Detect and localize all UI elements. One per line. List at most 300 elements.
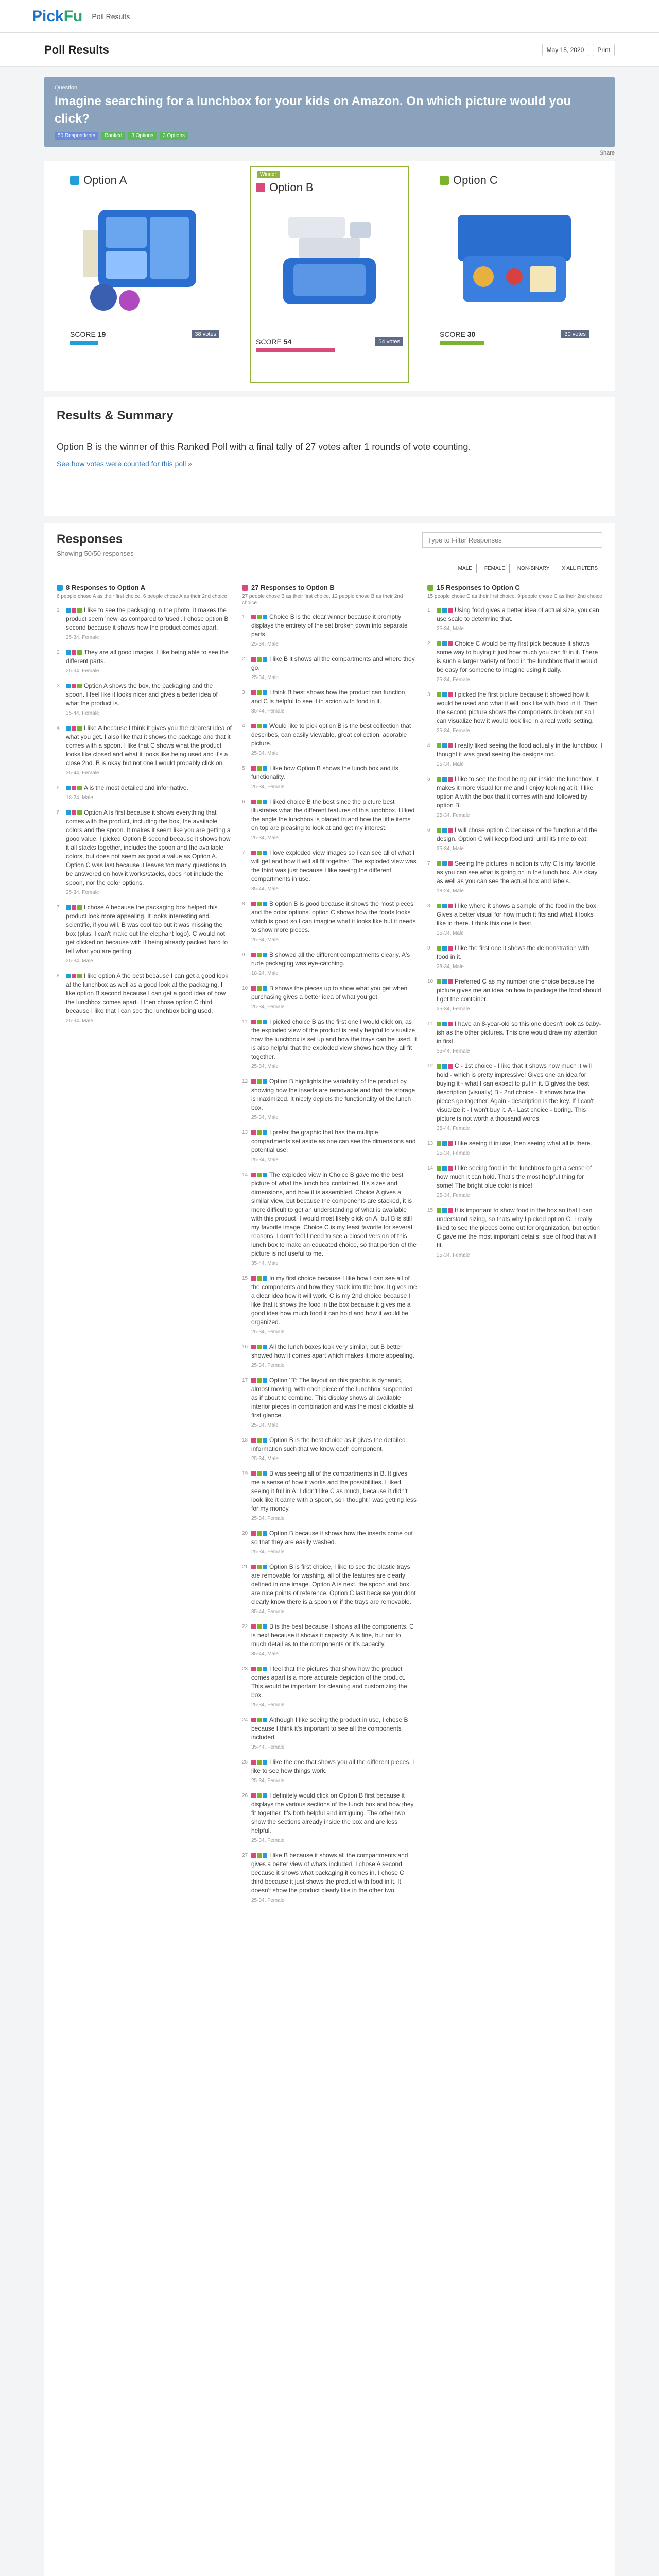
comment-meta: 25-34, Female <box>251 1363 285 1368</box>
rank-icon <box>251 953 256 957</box>
comment-text: A is the most detailed and informative. <box>84 784 188 791</box>
comment-number: 15 <box>427 1208 433 1213</box>
ranking-icons <box>251 953 267 957</box>
response-comment <box>242 1791 417 1845</box>
comment-number: 2 <box>427 641 430 647</box>
response-column <box>427 584 602 1905</box>
rank-icon <box>77 810 82 815</box>
response-comment <box>242 1171 417 1268</box>
rank-icon <box>251 1565 256 1569</box>
rank-icon <box>257 1471 262 1476</box>
rank-icon <box>263 986 267 991</box>
response-comment <box>242 1622 417 1658</box>
rank-icon <box>263 657 267 662</box>
all-filters-button[interactable]: X ALL FILTERS <box>558 564 602 573</box>
question-text: Imagine searching for a lunchbox for your kids on Amazon. On which picture would you click? <box>55 94 571 126</box>
comment-meta: 25-34, Female <box>251 1516 285 1521</box>
rank-icon <box>263 1438 267 1443</box>
rank-icon <box>251 1438 256 1443</box>
comment-number: 6 <box>242 799 245 805</box>
response-comment <box>427 1020 602 1056</box>
rank-icon <box>437 743 441 748</box>
option-name: Option A <box>83 174 127 187</box>
comment-number: 7 <box>242 850 245 856</box>
comment-meta: 25-34, Male <box>251 1157 279 1163</box>
score-value: 19 <box>97 330 106 338</box>
rank-icon <box>263 851 267 855</box>
rank-icon <box>442 828 447 833</box>
comment-number: 26 <box>242 1793 248 1799</box>
question-tags <box>55 132 604 140</box>
rank-icon <box>257 800 262 804</box>
comment-meta: 25-34, Female <box>437 812 470 818</box>
rank-icon <box>437 1022 441 1026</box>
comment-meta: 35-44, Female <box>437 1048 470 1054</box>
rank-icon <box>257 1130 262 1135</box>
response-comment <box>242 849 417 893</box>
comment-text: I have an 8-year-old so this one doesn't look as baby-ish as the other pictures. This one would draw my attention in first. <box>437 1020 601 1045</box>
response-comment <box>427 775 602 820</box>
ranking-icons <box>251 1624 267 1629</box>
votes-badge: 30 votes <box>561 330 589 338</box>
comment-text: Option 'B': The layout on this graphic is dynamic, almost moving, with each piece of the lunchbox suspended as if about to combine. This display shows all available interior pieces in combination and was the most clickable at first glance. <box>251 1377 414 1419</box>
rank-icon <box>263 800 267 804</box>
ranking-icons <box>251 902 267 906</box>
responses-count: Showing 50/50 responses <box>57 550 134 557</box>
ranking-icons <box>437 777 453 782</box>
response-comment <box>427 1139 602 1158</box>
comment-text: I like A because I think it gives you the clearest idea of what you get. I also like that it shows the package and that it comes with a spoon. I like that C shows what the product looks like closed and what it looks like being used and it's a close 2nd. B is okay but not one I would probably click on. <box>66 724 232 767</box>
comment-meta: 25-34, Male <box>251 641 279 647</box>
share-link[interactable]: Share <box>599 150 615 156</box>
comment-text: I like seeing food in the lunchbox to get a sense of how much it can hold. That's the most helpful thing for some! The bright blue color is nice! <box>437 1164 592 1189</box>
date-chip: May 15, 2020 <box>542 44 589 56</box>
comment-text: B shows the pieces up to show what you get when purchasing gives a better idea of what you get. <box>251 985 408 1001</box>
comment-text: It is important to show food in the box so that I can understand sizing, so thats why I picked option C. I really liked to see the pieces come out for organization, but option C gave me the most important details: size of food that will fit. <box>437 1207 600 1249</box>
ranking-icons <box>251 1760 267 1765</box>
ranking-icons <box>251 1853 267 1858</box>
ranking-icons <box>437 641 453 646</box>
rank-icon <box>66 974 71 978</box>
rank-icon <box>437 777 441 782</box>
rank-icon <box>448 1208 453 1213</box>
comment-number: 12 <box>427 1063 433 1069</box>
comment-number: 8 <box>57 973 60 979</box>
ranking-icons <box>251 1718 267 1722</box>
comment-text: I like to see the food being put inside the lunchbox. It makes it more visual for me and I enjoy looking at it. I like option A with the box that it comes with and followed by option B. <box>437 775 599 809</box>
ranking-icons <box>251 724 267 728</box>
ranking-icons <box>66 786 82 790</box>
tag: Ranked <box>101 132 125 140</box>
rank-icon <box>442 1141 447 1146</box>
comment-meta: 25-34, Male <box>437 930 464 936</box>
response-comment <box>57 972 232 1025</box>
ranking-icons <box>251 1276 267 1281</box>
comment-text: I really liked seeing the food actually in the lunchbox. I thought it was good seeing the designs too. <box>437 742 602 758</box>
filter-female-button[interactable]: FEMALE <box>480 564 510 573</box>
comment-meta: 25-34, Male <box>251 751 279 756</box>
response-comment <box>242 1665 417 1709</box>
score-bar <box>440 341 484 345</box>
comment-number: 14 <box>427 1165 433 1171</box>
response-comment <box>427 606 602 633</box>
rank-icon <box>77 650 82 655</box>
rank-icon <box>257 1173 262 1177</box>
option-name: Option B <box>269 181 314 194</box>
rank-icon <box>257 953 262 957</box>
rank-icon <box>257 1438 262 1443</box>
lunchbox-image-c[interactable] <box>440 194 589 323</box>
votes-badge: 38 votes <box>192 330 219 338</box>
rank-icon <box>442 1208 447 1213</box>
comment-number: 27 <box>242 1853 248 1858</box>
ranking-icons <box>251 1378 267 1383</box>
comment-meta: 25-34, Male <box>251 1456 279 1462</box>
rank-icon <box>442 641 447 646</box>
rank-icon <box>257 1760 262 1765</box>
comment-number: 3 <box>427 692 430 698</box>
results-text: Option B is the winner of this Ranked Poll with a final tally of 27 votes after 1 rounds of vote counting. <box>57 442 471 452</box>
rank-icon <box>263 615 267 619</box>
rank-icon <box>251 1667 256 1671</box>
response-comment <box>427 1062 602 1133</box>
filter-male-button[interactable]: MALE <box>454 564 477 573</box>
response-column-header <box>242 584 417 591</box>
lunchbox-image-b[interactable] <box>256 201 403 330</box>
rank-icon <box>77 608 82 613</box>
title-bar <box>0 33 659 67</box>
header-subtitle: Poll Results <box>92 12 130 21</box>
rank-icon <box>251 1760 256 1765</box>
comment-meta: 35-44, Male <box>251 886 279 892</box>
comment-number: 1 <box>427 607 430 613</box>
response-comment <box>427 944 602 971</box>
rank-icon <box>437 861 441 866</box>
rank-icon <box>251 1276 256 1281</box>
score-value: 30 <box>467 330 476 338</box>
ranking-icons <box>251 1079 267 1084</box>
vote-count-link[interactable]: See how votes were counted for this poll » <box>57 460 193 468</box>
comment-meta: 25-34, Female <box>66 890 99 895</box>
comment-meta: 18-24, Male <box>66 795 93 801</box>
rank-icon <box>442 608 447 613</box>
rank-icon <box>72 786 76 790</box>
option-color-icon <box>242 585 248 591</box>
ranking-icons <box>251 1173 267 1177</box>
rank-icon <box>66 650 71 655</box>
rank-icon <box>263 1853 267 1858</box>
rank-icon <box>437 1208 441 1213</box>
score-value: 54 <box>283 337 292 346</box>
rank-icon <box>448 641 453 646</box>
rank-icon <box>263 1793 267 1798</box>
rank-icon <box>448 608 453 613</box>
rank-icon <box>66 726 71 731</box>
rank-icon <box>437 904 441 908</box>
comment-text: B showed all the different compartments clearly. A's rude packaging was eye-catching. <box>251 951 410 967</box>
comment-text: B option B is good because it shows the most pieces and the color options. option C shows how the foods looks which is good so I can imagine what it looks like but it needs to show more pieces. <box>251 900 416 934</box>
rank-icon <box>251 766 256 771</box>
comment-text: I think B best shows how the product can function, and C is helpful to see it in action with food in it. <box>251 689 407 705</box>
ranking-icons <box>437 1208 453 1213</box>
rank-icon <box>257 615 262 619</box>
comment-text: Using food gives a better idea of actual size, you can use scale to determine that. <box>437 606 599 622</box>
filter-nonbinary-button[interactable]: NON-BINARY <box>513 564 554 573</box>
rank-icon <box>77 974 82 978</box>
comment-text: I love exploded view images so I can see all of what I will get and how it will all fit together. The exploded view was the third was just because I like seeing the different compartments in use. <box>251 849 417 883</box>
rank-icon <box>263 1667 267 1671</box>
rank-icon <box>72 684 76 688</box>
comment-text: Option B is the best choice as it gives the detailed information such that we know each component. <box>251 1436 406 1452</box>
rank-icon <box>257 690 262 695</box>
comment-text: I picked choice B as the first one I would click on, as the exploded view of the product is really helpful to visualize how the lunchbox is set up and how the trays can be used. It is also helpful that the exploded view shows how they all fit together. <box>251 1018 417 1060</box>
rank-icon <box>448 692 453 697</box>
response-comment <box>242 1758 417 1785</box>
comment-meta: 25-34, Female <box>437 1252 470 1258</box>
rank-icon <box>257 1531 262 1536</box>
rank-icon <box>251 1471 256 1476</box>
comment-meta: 35-44, Female <box>437 1126 470 1131</box>
rank-icon <box>263 724 267 728</box>
rank-icon <box>448 1141 453 1146</box>
rank-icon <box>448 979 453 984</box>
rank-icon <box>251 1130 256 1135</box>
ranking-icons <box>251 766 267 771</box>
comment-text: Option A shows the box, the packaging and the spoon. I feel like it looks nicer and gives a better idea of what the product is. <box>66 682 218 707</box>
response-comment <box>242 1716 417 1752</box>
ranking-icons <box>66 726 82 731</box>
ranking-icons <box>251 1667 267 1671</box>
rank-icon <box>251 1378 256 1383</box>
comment-text: B is the best because it shows all the components. C is next because it shows it capacity. A is fine, but not to much detail as to the components or it's capacity. <box>251 1623 414 1648</box>
option-card-a[interactable] <box>65 170 224 383</box>
rank-icon <box>251 800 256 804</box>
comment-meta: 25-34, Male <box>66 1018 93 1024</box>
rank-icon <box>263 1471 267 1476</box>
comment-text: I like to see the packaging in the photo. It makes the product seem 'new' as compared to 'used'. I chose option B second because it shows how the product comes apart. <box>66 606 229 631</box>
comment-text: I like B it shows all the compartments and where they go. <box>251 655 415 671</box>
rank-icon <box>251 1345 256 1349</box>
rank-icon <box>72 650 76 655</box>
response-comment <box>427 977 602 1013</box>
comment-meta: 18-24, Male <box>251 971 279 976</box>
comment-number: 21 <box>242 1564 248 1570</box>
response-comment <box>427 902 602 938</box>
rank-icon <box>66 905 71 910</box>
comment-text: Preferred C as my number one choice because the picture gives me an idea on how to package the food should I get the container. <box>437 978 601 1003</box>
response-comment <box>427 639 602 684</box>
rank-icon <box>263 1565 267 1569</box>
comment-number: 2 <box>242 656 245 662</box>
rank-icon <box>442 1022 447 1026</box>
response-comment <box>242 798 417 842</box>
rank-icon <box>77 726 82 731</box>
rank-icon <box>257 1276 262 1281</box>
response-comment <box>242 1077 417 1122</box>
response-comment <box>242 688 417 716</box>
rank-icon <box>257 1667 262 1671</box>
ranking-icons <box>251 615 267 619</box>
comment-number: 4 <box>242 723 245 729</box>
response-column-subtitle: 27 people chose B as their first choice, 12 people chose B as their 2nd choice <box>242 594 403 606</box>
tag: 3 Options <box>160 132 188 140</box>
responses-title: Responses <box>57 532 123 546</box>
response-comment <box>427 859 602 895</box>
response-comment <box>242 1563 417 1616</box>
comment-number: 5 <box>57 785 60 791</box>
rank-icon <box>448 946 453 951</box>
tag: 50 Respondents <box>55 132 98 140</box>
rank-icon <box>251 1853 256 1858</box>
ranking-icons <box>251 1471 267 1476</box>
comment-meta: 25-34, Female <box>251 1549 285 1555</box>
filter-input[interactable] <box>422 532 602 548</box>
print-button[interactable]: Print <box>593 44 615 56</box>
ranking-icons <box>437 692 453 697</box>
option-color-icon <box>57 585 63 591</box>
top-bar <box>0 0 659 33</box>
comment-number: 10 <box>242 986 248 991</box>
comment-number: 9 <box>242 952 245 958</box>
comment-meta: 25-34, Male <box>437 964 464 970</box>
rank-icon <box>257 851 262 855</box>
response-comment <box>242 1343 417 1370</box>
rank-icon <box>437 979 441 984</box>
comment-number: 13 <box>427 1141 433 1146</box>
rank-icon <box>72 608 76 613</box>
response-comment <box>242 1018 417 1071</box>
comment-number: 8 <box>427 903 430 909</box>
comment-meta: 25-34, Male <box>251 1422 279 1428</box>
rank-icon <box>263 1020 267 1024</box>
comment-text: I like option A the best because I can get a good look at the lunchbox as well as a good look at the packaging. I like option B second because I can get a good idea of how the lunchbox comes apart. I then chose option C third because I like that I can see the lunchbox being used. <box>66 972 229 1014</box>
ranking-icons <box>437 743 453 748</box>
question-label: Question <box>55 84 78 91</box>
logo[interactable]: PickFu <box>32 7 83 25</box>
comment-text: I will chose option C because of the function and the design. Option C will keep food until until its time to eat. <box>437 826 598 842</box>
rank-icon <box>257 1624 262 1629</box>
comment-number: 5 <box>427 776 430 782</box>
comment-meta: 25-34, Female <box>251 1838 285 1843</box>
rank-icon <box>437 946 441 951</box>
comment-text: Choice C would be my first pick because it shows some way to buying it just how much you can fit in it. There is such a larger variety of food in the lunchbox that it would be easy for someone to imagine using it daily. <box>437 640 598 673</box>
rank-icon <box>263 1760 267 1765</box>
rank-icon <box>251 1173 256 1177</box>
ranking-icons <box>251 1345 267 1349</box>
ranking-icons <box>251 800 267 804</box>
rank-icon <box>263 1079 267 1084</box>
response-comment <box>427 1206 602 1260</box>
comment-number: 24 <box>242 1717 248 1723</box>
rank-icon <box>66 608 71 613</box>
rank-icon <box>263 1276 267 1281</box>
rank-icon <box>77 786 82 790</box>
rank-icon <box>251 1718 256 1722</box>
comment-number: 19 <box>242 1471 248 1477</box>
response-column-title: 27 Responses to Option B <box>251 584 335 591</box>
rank-icon <box>263 766 267 771</box>
rank-icon <box>442 692 447 697</box>
comment-meta: 25-34, Female <box>251 1329 285 1335</box>
comment-text: They are all good images. I like being able to see the different parts. <box>66 649 229 665</box>
comment-text: I feel that the pictures that show how the product comes apart is a more accurate depiction of the product. This would be important for cleaning and customizing the box. <box>251 1665 407 1699</box>
comment-text: Although I like seeing the product in use, I chose B because I think it's important to see all the components included. <box>251 1716 408 1741</box>
response-comment <box>242 900 417 944</box>
ranking-icons <box>437 946 453 951</box>
comment-number: 2 <box>57 650 60 655</box>
ranking-icons <box>437 1064 453 1069</box>
option-color-icon <box>440 176 449 185</box>
ranking-icons <box>251 1793 267 1798</box>
ranking-icons <box>66 905 82 910</box>
comment-meta: 25-34, Female <box>66 668 99 674</box>
response-column <box>242 584 417 1905</box>
response-column-subtitle: 6 people chose A as their first choice, 6 people chose A as their 2nd choice <box>57 594 227 599</box>
comment-text: I liked choice B the best since the picture best illustrates what the different features of this lunchbox. I liked the angle the lunchbox is placed in and how the little items on top are pleasing to look at and get my interest. <box>251 798 415 832</box>
response-column-header <box>57 584 232 591</box>
response-comment <box>242 1274 417 1336</box>
response-comment <box>242 1469 417 1523</box>
score-label: SCORE <box>440 330 465 338</box>
comment-number: 10 <box>427 979 433 985</box>
response-column-title: 15 Responses to Option C <box>437 584 520 591</box>
comment-text: I definitely would click on Option B first because it displays the various sections of the lunch box and how they fit together. It's both helpful and intriguing. The other two show the sections already inside the box and are less helpful. <box>251 1792 414 1834</box>
rank-icon <box>251 1793 256 1798</box>
response-comment <box>242 613 417 649</box>
rank-icon <box>437 1166 441 1171</box>
option-card-c[interactable] <box>435 170 594 383</box>
response-comment <box>427 1164 602 1200</box>
rank-icon <box>66 786 71 790</box>
ranking-icons <box>437 1022 453 1026</box>
comment-meta: 25-34, Female <box>437 1006 470 1012</box>
rank-icon <box>448 743 453 748</box>
ranking-icons <box>437 979 453 984</box>
lunchbox-image-a[interactable] <box>70 194 219 323</box>
rank-icon <box>72 905 76 910</box>
ranking-icons <box>437 861 453 866</box>
rank-icon <box>263 1531 267 1536</box>
comment-number: 16 <box>242 1344 248 1350</box>
response-comment <box>242 764 417 791</box>
score-label: SCORE <box>256 337 282 346</box>
comment-meta: 25-34, Male <box>437 761 464 767</box>
rank-icon <box>251 902 256 906</box>
rank-icon <box>72 974 76 978</box>
comment-text: Would like to pick option B is the best collection that describes, can easily viewable, great collection, adorable picture. <box>251 722 411 747</box>
comment-meta: 25-34, Female <box>251 1702 285 1708</box>
comment-number: 12 <box>242 1079 248 1084</box>
comment-number: 15 <box>242 1276 248 1281</box>
comment-number: 7 <box>427 861 430 867</box>
rank-icon <box>263 1345 267 1349</box>
options-panel <box>44 161 615 391</box>
comment-text: I chose A because the packaging box helped this product look more appealing. It looks interesting and scientific, if you will. B was cool too but it was missing the box (plus, I can't make out the elephant logo). C would not get clicked on because with it being already packed hard to tell what you are getting. <box>66 904 228 955</box>
comment-text: I like the first one it shows the demonstration with food in it. <box>437 944 589 960</box>
comment-meta: 25-34, Male <box>251 1064 279 1070</box>
comment-number: 1 <box>242 614 245 620</box>
rank-icon <box>257 1718 262 1722</box>
rank-icon <box>263 953 267 957</box>
rank-icon <box>251 615 256 619</box>
comment-text: The exploded view in Choice B gave me the best picture of what the lunch box contained. It's sizes and dimensions, and how it is assembled. Choice A gives a similar view, but because the components are stacked, it is more difficult to get an understanding of what is available with this product. I would most likely click on A, but B is still my favorite image. Choice C is my least favorite for several reasons. I don't feel I need to see a closed version of this lunch box to make an educated choice, so that portion of the picture is not useful to me. <box>251 1171 417 1257</box>
rank-icon <box>263 1718 267 1722</box>
response-comment <box>242 1436 417 1463</box>
response-comment <box>57 784 232 802</box>
option-card-b[interactable] <box>250 166 409 383</box>
comment-number: 25 <box>242 1759 248 1765</box>
rank-icon <box>66 810 71 815</box>
